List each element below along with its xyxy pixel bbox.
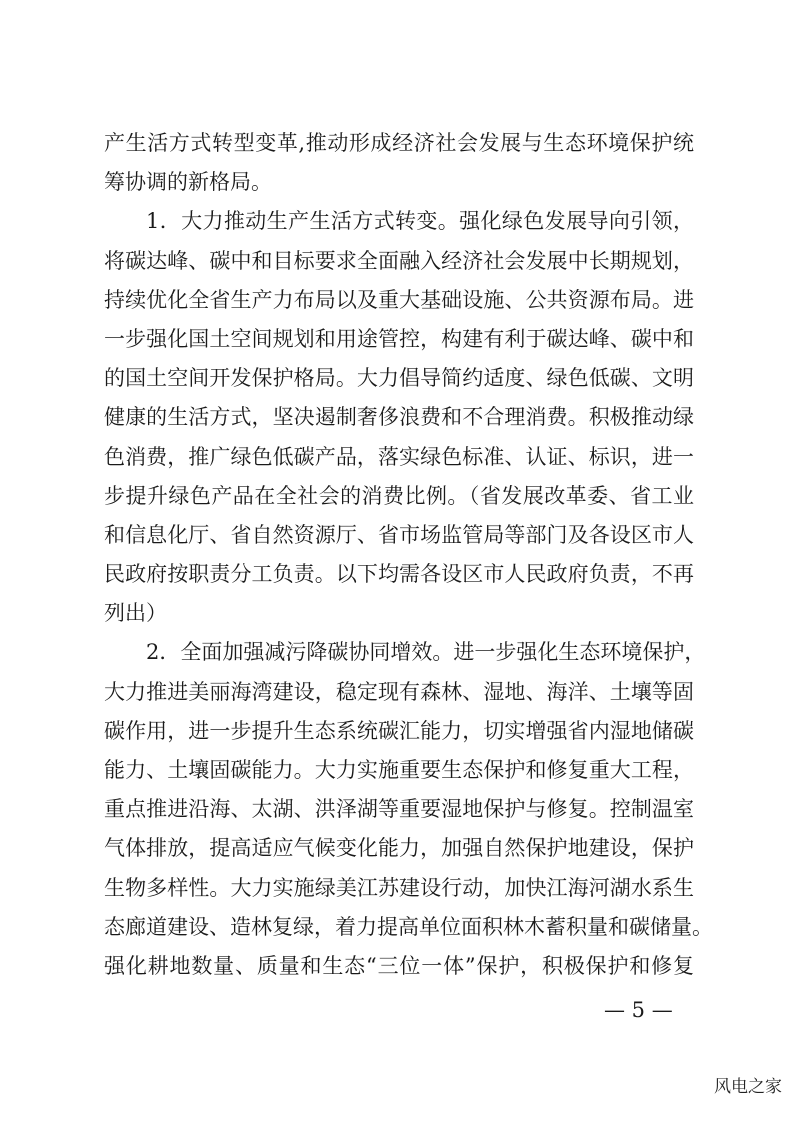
watermark-text: 风电之家 [714, 1077, 782, 1097]
text-line: 和信息化厅、省自然资源厅、省市场监管局等部门及各设区市人 [104, 523, 694, 547]
text-line: 大力推进美丽海湾建设，稳定现有森林、湿地、海洋、土壤等固 [104, 680, 694, 704]
text-line: 产生活方式转型变革,推动形成经济社会发展与生态环境保护统 [104, 131, 694, 155]
text-line: 的国土空间开发保护格局。大力倡导简约适度、绿色低碳、文明 [104, 366, 694, 390]
text-line: 步提升绿色产品在全社会的消费比例。（省发展改革委、省工业 [104, 484, 694, 508]
text-line: 气体排放，提高适应气候变化能力，加强自然保护地建设，保护 [104, 836, 694, 860]
text-line: 将碳达峰、碳中和目标要求全面融入经济社会发展中长期规划， [104, 249, 694, 273]
text-line: 一步强化国土空间规划和用途管控，构建有利于碳达峰、碳中和 [104, 327, 694, 351]
page-number: — 5 — [604, 998, 673, 1022]
text-line: 色消费，推广绿色低碳产品，落实绿色标准、认证、标识，进一 [104, 445, 694, 469]
text-line: 筹协调的新格局。 [104, 170, 272, 194]
text-line: 2．全面加强减污降碳协同增效。进一步强化生态环境保护， [146, 640, 706, 664]
text-line: 重点推进沿海、太湖、洪泽湖等重要湿地保护与修复。控制温室 [104, 797, 694, 821]
text-line: 能力、土壤固碳能力。大力实施重要生态保护和修复重大工程， [104, 758, 694, 782]
text-line: 健康的生活方式，坚决遏制奢侈浪费和不合理消费。积极推动绿 [104, 405, 694, 429]
text-line: 生物多样性。大力实施绿美江苏建设行动，加快江海河湖水系生 [104, 876, 694, 900]
text-line: 持续优化全省生产力布局以及重大基础设施、公共资源布局。进 [104, 288, 694, 312]
text-line: 强化耕地数量、质量和生态“三位一体”保护，积极保护和修复 [104, 954, 694, 978]
text-line: 态廊道建设、造林复绿，着力提高单位面积林木蓄积量和碳储量。 [104, 915, 713, 939]
text-line: 民政府按职责分工负责。以下均需各设区市人民政府负责，不再 [104, 562, 694, 586]
text-line: 碳作用，进一步提升生态系统碳汇能力，切实增强省内湿地储碳 [104, 719, 694, 743]
text-line: 列出） [104, 601, 167, 625]
text-line: 1．大力推动生产生活方式转变。强化绿色发展导向引领， [146, 209, 694, 233]
